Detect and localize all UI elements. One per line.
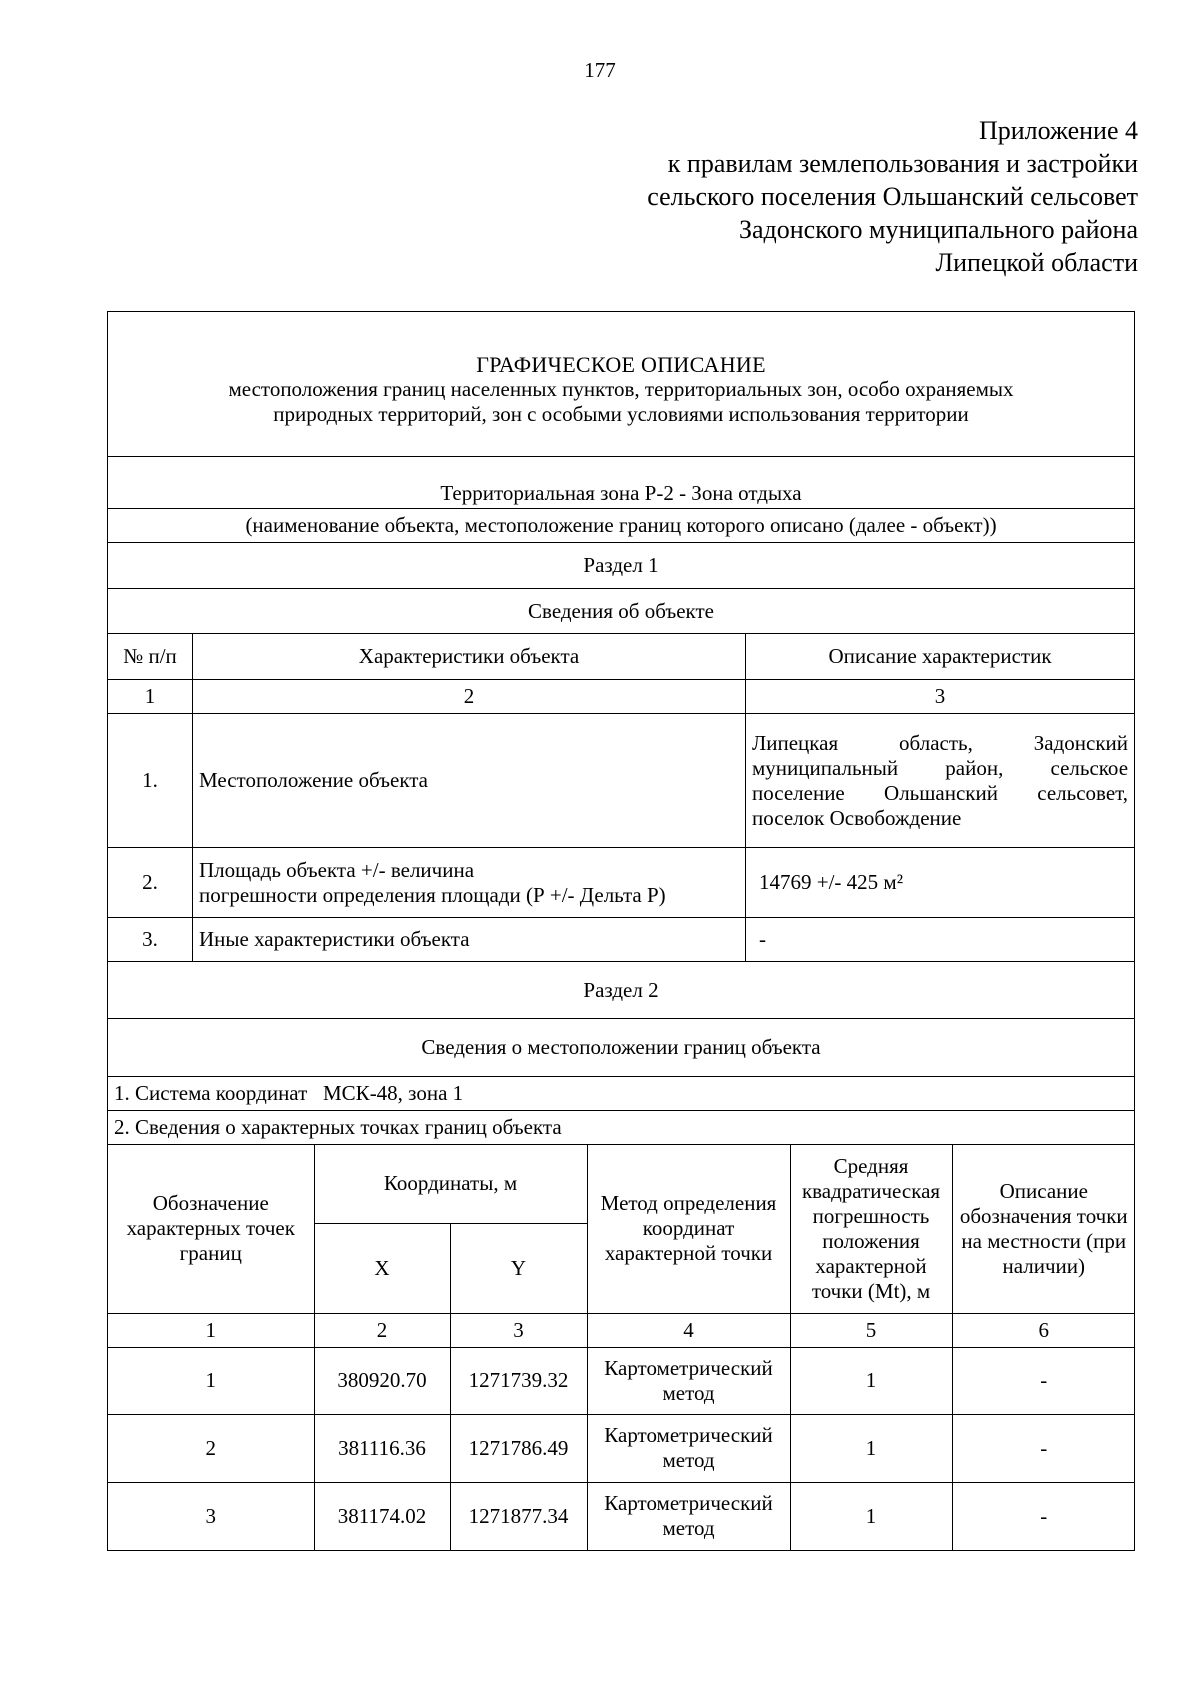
description-line: поселение Ольшанский сельсовет, (752, 780, 1129, 805)
section1-subtitle: Сведения об объекте (108, 589, 1135, 634)
point-x: 381116.36 (314, 1414, 450, 1482)
points-header-method: Метод определения координат характерной точки (587, 1145, 790, 1313)
object-name: Территориальная зона Р-2 - Зона отдыха (108, 457, 1135, 509)
point-id: 3 (108, 1482, 314, 1550)
section1-title: Раздел 1 (108, 543, 1135, 589)
points-header-description: Описание обозначения точки на местности (при наличии) (952, 1145, 1135, 1313)
column-header-characteristic: Характеристики объекта (193, 634, 746, 680)
table-row (108, 918, 1135, 962)
point-id: 1 (108, 1347, 314, 1414)
row-description (746, 714, 1135, 848)
column-number: 4 (587, 1313, 790, 1347)
point-description: - (952, 1414, 1135, 1482)
point-method: Картометрический метод (587, 1414, 790, 1482)
points-header-y: Y (450, 1223, 587, 1313)
appendix-line: сельского поселения Ольшанский сельсовет (647, 182, 1138, 211)
point-description: - (952, 1482, 1135, 1550)
appendix-line: Задонского муниципального района (738, 215, 1138, 244)
page-number: 177 (584, 58, 616, 82)
column-header-num: № п/п (108, 634, 193, 680)
row-characteristic (193, 848, 746, 918)
column-number: 1 (108, 680, 193, 714)
column-number: 2 (314, 1313, 450, 1347)
description-line: Липецкая область, Задонский (752, 730, 1129, 755)
appendix-line: Приложение 4 (978, 116, 1138, 145)
point-method: Картометрический метод (587, 1347, 790, 1414)
point-id: 2 (108, 1414, 314, 1482)
column-header-description: Описание характеристик (746, 634, 1135, 680)
table-row (108, 714, 1135, 848)
row-number: 1. (108, 714, 193, 848)
column-number: 5 (790, 1313, 952, 1347)
coordinate-system: 1. Система координат МСК-48, зона 1 (108, 1077, 1135, 1111)
row-characteristic: Иные характеристики объекта (193, 918, 746, 962)
point-description: - (952, 1347, 1135, 1414)
characteristic-line: погрешности определения площади (Р +/- Дельта Р) (199, 882, 666, 907)
document-subtitle: местоположения границ населенных пунктов, территориальных зон, особо охраняемых (228, 376, 1014, 401)
point-method: Картометрический метод (587, 1482, 790, 1550)
description-line: муниципальный район, сельское (752, 755, 1129, 780)
row-description: 14769 +/- 425 м² (746, 848, 1135, 918)
point-y: 1271739.32 (450, 1347, 587, 1414)
point-x: 381174.02 (314, 1482, 450, 1550)
points-header-designation: Обозначение характерных точек границ (108, 1145, 314, 1313)
column-number: 2 (193, 680, 746, 714)
appendix-line: Липецкой области (935, 248, 1138, 277)
object-name-caption: (наименование объекта, местоположение границ которого описано (далее - объект)) (108, 509, 1135, 543)
characteristic-points-table (108, 1145, 1135, 1550)
row-description: - (746, 918, 1135, 962)
document-title-cell (108, 312, 1135, 457)
section2-title: Раздел 2 (108, 962, 1135, 1019)
point-error: 1 (790, 1347, 952, 1414)
point-error: 1 (790, 1482, 952, 1550)
points-header-error: Средняя квадратическая погрешность положения характерной точки (Mt), м (790, 1145, 952, 1313)
point-error: 1 (790, 1414, 952, 1482)
column-number: 6 (952, 1313, 1135, 1347)
row-characteristic: Местоположение объекта (193, 714, 746, 848)
appendix-line: к правилам землепользования и застройки (667, 149, 1138, 178)
row-number: 3. (108, 918, 193, 962)
appendix-header (647, 114, 1138, 279)
table-row (108, 1482, 1135, 1550)
characteristic-line: Площадь объекта +/- величина (199, 857, 475, 882)
document-subtitle: природных территорий, зон с особыми условиями использования территории (273, 401, 969, 426)
description-line: поселок Освобождение (752, 805, 962, 830)
row-number: 2. (108, 848, 193, 918)
section2-subtitle: Сведения о местоположении границ объекта (108, 1019, 1135, 1077)
point-y: 1271877.34 (450, 1482, 587, 1550)
graphic-description-table (107, 311, 1135, 1551)
point-x: 380920.70 (314, 1347, 450, 1414)
table-row (108, 848, 1135, 918)
point-y: 1271786.49 (450, 1414, 587, 1482)
points-table-container (108, 1145, 1135, 1551)
column-number: 1 (108, 1313, 314, 1347)
column-number: 3 (746, 680, 1135, 714)
points-header-coordinates: Координаты, м (314, 1145, 587, 1223)
points-section-title: 2. Сведения о характерных точках границ объекта (108, 1111, 1135, 1145)
table-row (108, 1347, 1135, 1414)
column-number: 3 (450, 1313, 587, 1347)
table-row (108, 1414, 1135, 1482)
points-header-x: X (314, 1223, 450, 1313)
document-title: ГРАФИЧЕСКОЕ ОПИСАНИЕ (476, 351, 766, 377)
